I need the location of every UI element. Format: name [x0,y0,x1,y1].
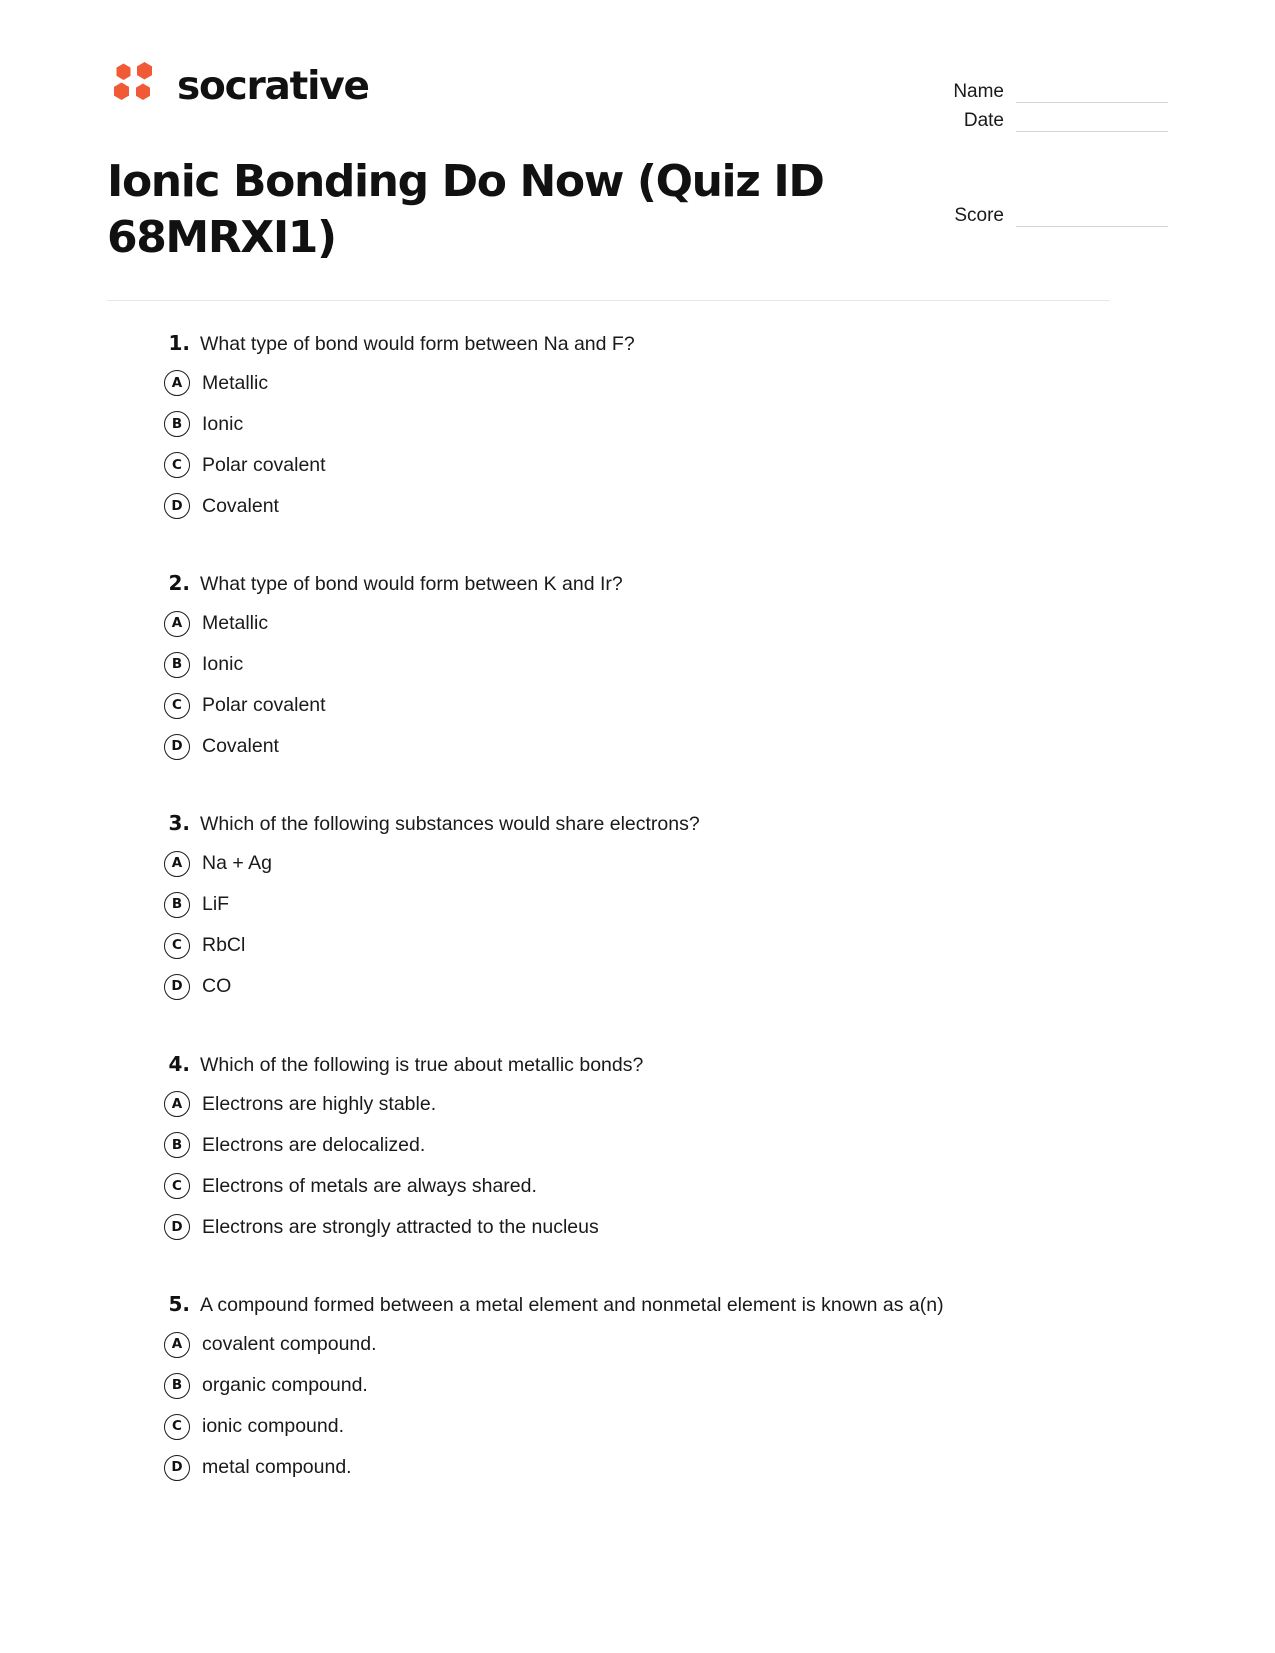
question-number: 4. [168,1051,190,1076]
name-label: Name [953,81,1004,102]
choice-bubble-c[interactable]: C [164,452,190,478]
page-title: Ionic Bonding Do Now (Quiz ID 68MRXI1) [107,156,824,264]
question-block [164,811,1168,1007]
choice-label: Covalent [202,494,279,517]
choice-label: Polar covalent [202,694,326,717]
answer-choice[interactable] [164,1365,1168,1406]
choice-bubble-d[interactable]: D [164,1214,190,1240]
page-header [107,0,1168,132]
choice-label: Electrons of metals are always shared. [202,1174,537,1197]
choice-label: Polar covalent [202,453,326,476]
choice-label: LiF [202,893,230,916]
choice-label: Ionic [202,412,244,435]
answer-choice[interactable] [164,844,1168,885]
choice-label: Covalent [202,735,279,758]
date-input-line[interactable] [1016,130,1168,132]
answer-choice[interactable] [164,445,1168,486]
choice-label: Electrons are highly stable. [202,1092,437,1115]
question-line [164,1292,1168,1318]
answer-choice[interactable] [164,1125,1168,1166]
question-line [164,571,1168,597]
answer-choice[interactable] [164,486,1168,527]
answer-choice[interactable] [164,644,1168,685]
answer-choice[interactable] [164,1406,1168,1447]
question-number: 5. [168,1291,190,1316]
answer-choice[interactable] [164,1324,1168,1365]
choice-bubble-d[interactable]: D [164,493,190,519]
question-block [164,571,1168,767]
choice-label: covalent compound. [202,1332,377,1355]
question-line [164,811,1168,837]
question-number: 1. [168,330,190,355]
question-line [164,331,1168,357]
choice-bubble-b[interactable]: B [164,1132,190,1158]
choice-label: RbCl [202,934,246,957]
choice-label: Electrons are strongly attracted to the nucleus [202,1215,599,1238]
student-meta-fields [936,55,1168,132]
choice-bubble-a[interactable]: A [164,611,190,637]
choice-bubble-a[interactable]: A [164,1091,190,1117]
choice-label: ionic compound. [202,1414,345,1437]
score-field-block [936,154,1168,227]
choice-bubble-b[interactable]: B [164,411,190,437]
choice-label: organic compound. [202,1373,368,1396]
choice-label: Metallic [202,612,269,635]
question-block [164,1052,1168,1248]
question-number: 2. [168,570,190,595]
answer-choice[interactable] [164,363,1168,404]
question-text: What type of bond would form between K and Ir? [200,572,623,595]
choice-label: Metallic [202,371,269,394]
question-text: What type of bond would form between Na and F? [200,332,635,355]
score-input-line[interactable] [1016,225,1168,227]
answer-choice[interactable] [164,1447,1168,1488]
answer-choice[interactable] [164,685,1168,726]
choice-label: Ionic [202,653,244,676]
name-field-row [936,74,1168,103]
date-label: Date [963,110,1004,131]
choice-bubble-d[interactable]: D [164,1455,190,1481]
socrative-logo [107,55,369,117]
choice-bubble-a[interactable]: A [164,1332,190,1358]
answer-choice[interactable] [164,1166,1168,1207]
answer-choice[interactable] [164,726,1168,767]
choice-label: metal compound. [202,1455,352,1478]
name-input-line[interactable] [1016,101,1168,103]
answer-choice[interactable] [164,1084,1168,1125]
choice-bubble-d[interactable]: D [164,974,190,1000]
brand-name: socrative [177,63,369,109]
hexagon-logo-icon [107,60,159,112]
choice-bubble-b[interactable]: B [164,1373,190,1399]
choice-bubble-c[interactable]: C [164,693,190,719]
choice-label: Na + Ag [202,852,272,875]
answer-choice[interactable] [164,1207,1168,1248]
question-block [164,331,1168,527]
answer-choice[interactable] [164,603,1168,644]
title-area [107,154,1168,267]
question-number: 3. [168,811,190,836]
question-text: Which of the following substances would share electrons? [200,813,700,836]
answer-choice[interactable] [164,885,1168,926]
question-text: A compound formed between a metal element and nonmetal element is known as a(n) [200,1293,944,1316]
choice-bubble-c[interactable]: C [164,1414,190,1440]
question-line [164,1052,1168,1078]
answer-choice[interactable] [164,926,1168,967]
score-label: Score [954,205,1004,226]
answer-choice[interactable] [164,967,1168,1008]
questions-list [107,331,1168,1489]
choice-bubble-c[interactable]: C [164,1173,190,1199]
header-divider [107,300,1110,301]
choice-bubble-b[interactable]: B [164,652,190,678]
score-field-row [936,198,1168,227]
answer-choice[interactable] [164,404,1168,445]
choice-bubble-b[interactable]: B [164,892,190,918]
choice-bubble-a[interactable]: A [164,370,190,396]
question-block [164,1292,1168,1488]
choice-label: Electrons are delocalized. [202,1133,426,1156]
date-field-row [936,103,1168,132]
choice-label: CO [202,975,232,998]
choice-bubble-d[interactable]: D [164,734,190,760]
choice-bubble-c[interactable]: C [164,933,190,959]
question-text: Which of the following is true about metallic bonds? [200,1053,644,1076]
choice-bubble-a[interactable]: A [164,851,190,877]
